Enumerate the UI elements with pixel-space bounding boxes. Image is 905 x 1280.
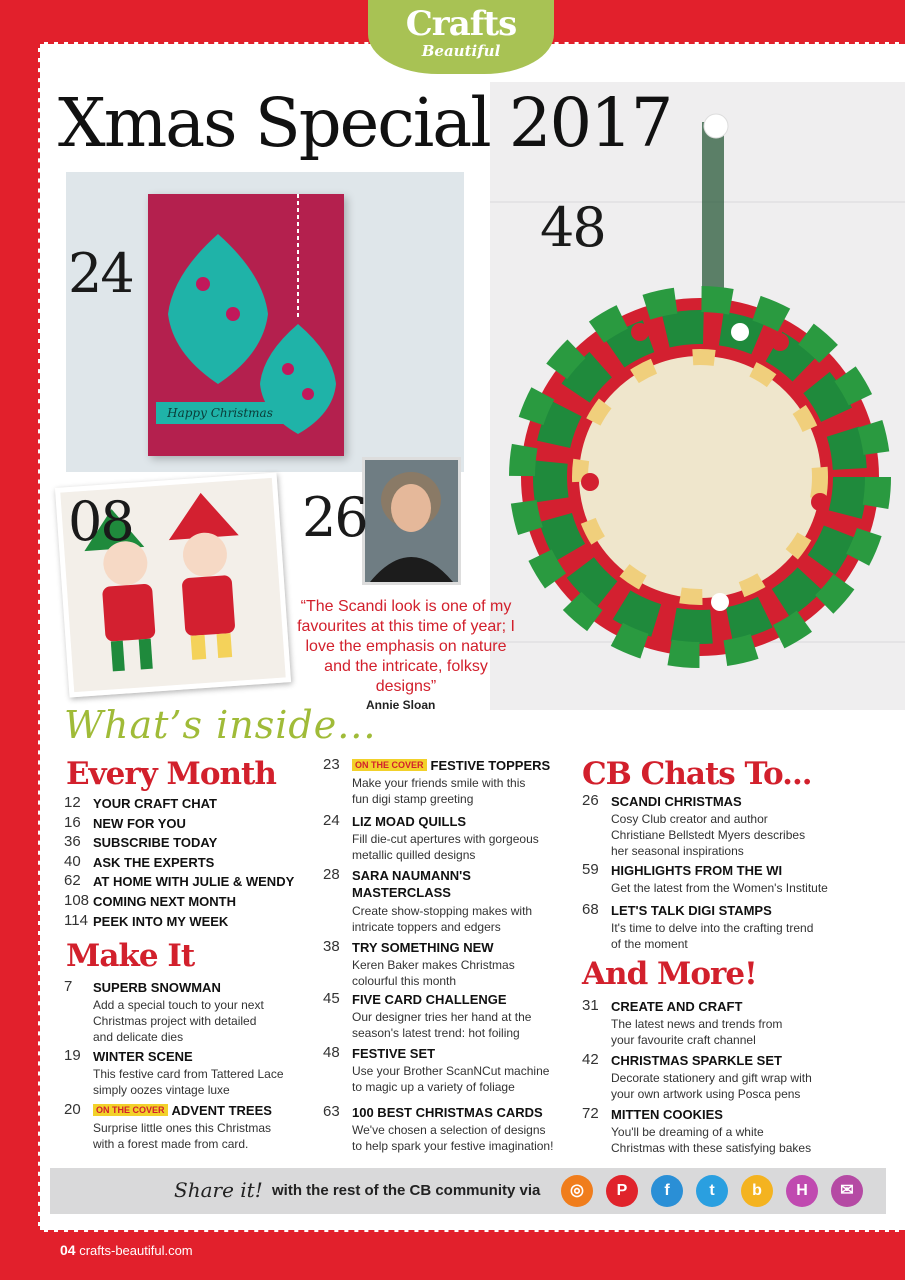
entry-description: Keren Baker makes Christmas bbox=[352, 958, 515, 972]
entry-page-number: 45 bbox=[323, 990, 340, 1007]
on-the-cover-badge: ON THE COVER bbox=[93, 1104, 168, 1116]
entry-title: AT HOME WITH JULIE & WENDY bbox=[93, 874, 295, 890]
entry-description: You'll be dreaming of a white bbox=[611, 1125, 764, 1139]
annie-sloan-portrait bbox=[362, 457, 461, 585]
brand-logo[interactable] bbox=[368, 0, 554, 74]
quote-author: Annie Sloan bbox=[366, 698, 436, 712]
brand-line-1: Crafts bbox=[405, 4, 517, 44]
blog-icon[interactable]: b bbox=[741, 1175, 773, 1207]
entry-page-number: 48 bbox=[323, 1044, 340, 1061]
entry-title: CREATE AND CRAFT bbox=[611, 999, 743, 1014]
and-more-heading: And More! bbox=[582, 956, 757, 992]
entry-description: metallic quilled designs bbox=[352, 848, 476, 862]
entry-title: 100 BEST CHRISTMAS CARDS bbox=[352, 1105, 543, 1120]
page-title: Xmas Special 2017 bbox=[58, 84, 672, 162]
entry-description: Get the latest from the Women's Institute bbox=[611, 881, 828, 895]
entry-title: YOUR CRAFT CHAT bbox=[93, 796, 217, 811]
entry-title: SUPERB SNOWMAN bbox=[93, 980, 221, 995]
entry-description: of the moment bbox=[611, 937, 688, 951]
entry-page-number: 19 bbox=[64, 1047, 81, 1064]
card-photo bbox=[66, 172, 464, 472]
cb-chats-heading: CB Chats To... bbox=[582, 756, 812, 792]
entry-page-number: 12 bbox=[64, 794, 81, 811]
on-the-cover-badge: ON THE COVER bbox=[352, 759, 427, 771]
entry-description: Cosy Club creator and author bbox=[611, 812, 768, 826]
entry-description: Use your Brother ScanNCut machine bbox=[352, 1064, 550, 1078]
entry-description: to help spark your festive imagination! bbox=[352, 1139, 554, 1153]
site-link[interactable]: crafts-beautiful.com bbox=[79, 1243, 193, 1258]
entry-page-number: 63 bbox=[323, 1103, 340, 1120]
portrait-illustration bbox=[365, 460, 458, 582]
entry-page-number: 7 bbox=[64, 978, 73, 995]
entry-page-number: 108 bbox=[64, 892, 90, 909]
entry-title: LET'S TALK DIGI STAMPS bbox=[611, 903, 772, 918]
wreath-illustration bbox=[490, 82, 905, 710]
entry-description: Christmas with these satisfying bakes bbox=[611, 1141, 812, 1155]
entry-title: TRY SOMETHING NEW bbox=[352, 940, 494, 955]
entry-page-number: 24 bbox=[323, 812, 340, 829]
entry-description: fun digi stamp greeting bbox=[352, 792, 474, 806]
entry-title: SUBSCRIBE TODAY bbox=[93, 835, 218, 851]
entry-description: Fill die-cut apertures with gorgeous bbox=[352, 832, 539, 846]
entry-description: Our designer tries her hand at the bbox=[352, 1010, 532, 1024]
photo-number-card: 24 bbox=[68, 242, 133, 305]
entry-page-number: 42 bbox=[582, 1051, 599, 1068]
entry-title: FESTIVE SET bbox=[352, 1046, 436, 1061]
entry-description: her seasonal inspirations bbox=[611, 844, 744, 858]
entry-title-line-2: MASTERCLASS bbox=[352, 885, 451, 900]
hobbycraft-icon[interactable]: H bbox=[786, 1175, 818, 1207]
entry-title: ON THE COVER FESTIVE TOPPERS bbox=[352, 758, 550, 773]
wreath-photo bbox=[490, 82, 905, 710]
entry-title: MITTEN COOKIES bbox=[611, 1107, 723, 1122]
facebook-icon[interactable]: f bbox=[651, 1175, 683, 1207]
entry-title: ON THE COVER ADVENT TREES bbox=[93, 1103, 272, 1118]
twitter-icon[interactable]: t bbox=[696, 1175, 728, 1207]
entry-description: This festive card from Tattered Lace bbox=[93, 1067, 284, 1081]
entry-title: WINTER SCENE bbox=[93, 1049, 193, 1064]
entry-title: SARA NAUMANN'S bbox=[352, 868, 471, 883]
entry-description: Add a special touch to your next bbox=[93, 998, 264, 1012]
entry-description: Make your friends smile with this bbox=[352, 776, 526, 790]
entry-description: to magic up a variety of foliage bbox=[352, 1080, 515, 1094]
entry-page-number: 40 bbox=[64, 852, 81, 870]
entry-description: Create show-stopping makes with bbox=[352, 904, 533, 918]
entry-title: NEW FOR YOU bbox=[93, 815, 186, 831]
share-label: Share it! bbox=[174, 1178, 263, 1202]
photo-number-elves: 08 bbox=[68, 490, 133, 553]
share-bar bbox=[50, 1168, 886, 1214]
entry-page-number: 26 bbox=[582, 792, 599, 809]
entry-page-number: 68 bbox=[582, 901, 599, 918]
pull-quote: “The Scandi look is one of my favourites at this time of year; I love the emphasis on nature and the intricate, folksy designs” bbox=[297, 598, 515, 695]
brand-line-2: Beautiful bbox=[421, 42, 501, 60]
email-icon[interactable]: ✉ bbox=[831, 1175, 863, 1207]
entry-description: Christmas project with detailed bbox=[93, 1014, 257, 1028]
entry-description: The latest news and trends from bbox=[611, 1017, 783, 1031]
entry-description: Decorate stationery and gift wrap with bbox=[611, 1071, 812, 1085]
entry-description: It's time to delve into the crafting trend bbox=[611, 921, 814, 935]
card-greeting: Happy Christmas bbox=[156, 402, 284, 424]
whats-inside-heading: What’s inside... bbox=[64, 703, 377, 747]
entry-page-number: 114 bbox=[64, 911, 88, 929]
instagram-icon[interactable]: ◎ bbox=[561, 1175, 593, 1207]
entry-title: LIZ MOAD QUILLS bbox=[352, 814, 467, 829]
entry-description: and delicate dies bbox=[93, 1030, 184, 1044]
every-month-heading: Every Month bbox=[66, 756, 276, 792]
entry-page-number: 38 bbox=[323, 938, 340, 955]
entry-page-number: 16 bbox=[64, 813, 81, 831]
pinterest-icon[interactable]: P bbox=[606, 1175, 638, 1207]
entry-description: your favourite craft channel bbox=[611, 1033, 756, 1047]
entry-title: FIVE CARD CHALLENGE bbox=[352, 992, 507, 1007]
entry-description: season's latest trend: hot foiling bbox=[352, 1026, 520, 1040]
entry-description: Christiane Bellstedt Myers describes bbox=[611, 828, 806, 842]
entry-page-number: 31 bbox=[582, 997, 599, 1014]
entry-title: COMING NEXT MONTH bbox=[93, 894, 236, 909]
page-number: 04 bbox=[60, 1242, 76, 1258]
entry-description: your own artwork using Posca pens bbox=[611, 1087, 801, 1101]
entry-title: ASK THE EXPERTS bbox=[93, 854, 215, 870]
entry-title: HIGHLIGHTS FROM THE WI bbox=[611, 863, 783, 878]
entry-page-number: 72 bbox=[582, 1105, 599, 1122]
entry-description: simply oozes vintage luxe bbox=[93, 1083, 230, 1097]
entry-description: Surprise little ones this Christmas bbox=[93, 1121, 272, 1135]
make-it-heading: Make It bbox=[66, 938, 195, 974]
entry-page-number: 28 bbox=[323, 866, 340, 883]
entry-page-number: 20 bbox=[64, 1101, 81, 1118]
photo-number-wreath: 48 bbox=[540, 196, 605, 259]
photo-number-portrait: 26 bbox=[302, 486, 367, 549]
share-text: with the rest of the CB community via bbox=[272, 1182, 541, 1199]
entry-description: with a forest made from card. bbox=[93, 1137, 249, 1151]
entry-page-number: 62 bbox=[64, 872, 81, 890]
entry-page-number: 23 bbox=[323, 756, 340, 773]
entry-description: We've chosen a selection of designs bbox=[352, 1123, 546, 1137]
footer bbox=[60, 1242, 193, 1258]
entry-page-number: 59 bbox=[582, 861, 599, 878]
christmas-card bbox=[148, 194, 344, 456]
entry-title: PEEK INTO MY WEEK bbox=[93, 913, 229, 929]
entry-title: SCANDI CHRISTMAS bbox=[611, 794, 742, 809]
entry-page-number: 36 bbox=[64, 833, 81, 851]
entry-description: intricate toppers and edgers bbox=[352, 920, 501, 934]
entry-description: colourful this month bbox=[352, 974, 457, 988]
entry-title: CHRISTMAS SPARKLE SET bbox=[611, 1053, 782, 1068]
